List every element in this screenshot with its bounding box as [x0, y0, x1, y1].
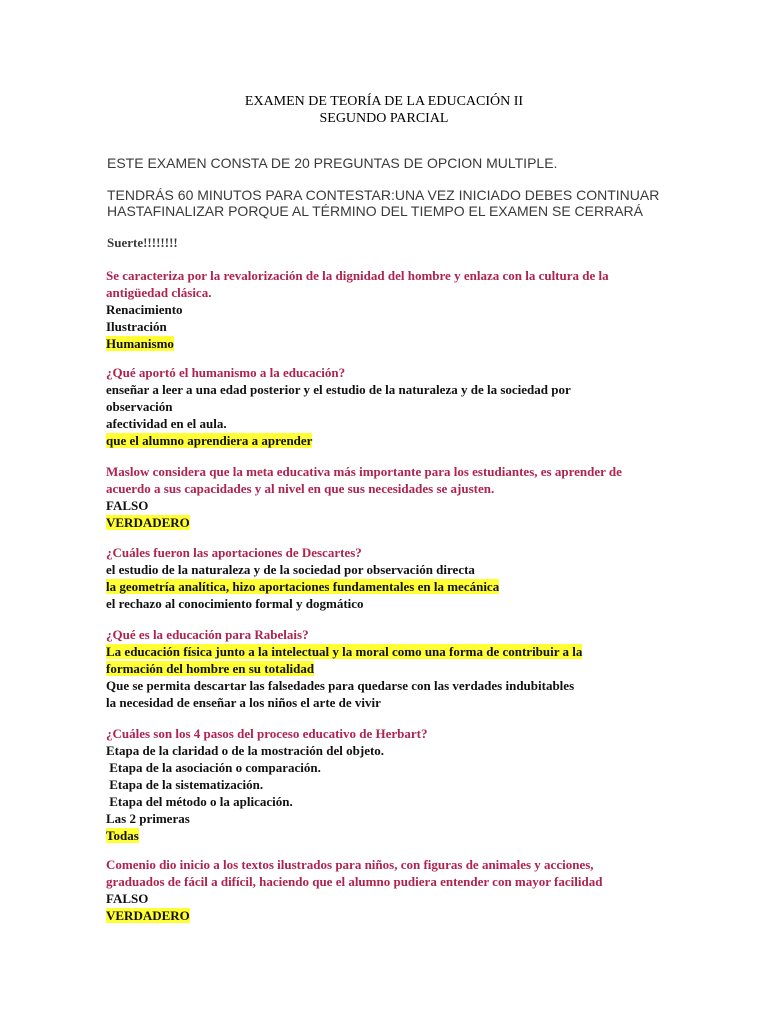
question-text: Maslow considera que la meta educativa más importante para los estudiantes, es aprender de acuerdo a sus capacidades y al nivel en que sus necesidades se ajusten.	[106, 464, 622, 496]
option[interactable]: enseñar a leer a una edad posterior y el estudio de la naturaleza y de la sociedad por observación	[106, 382, 571, 414]
option-correct[interactable]: Todas	[106, 828, 139, 843]
question-text: Comenio dio inicio a los textos ilustrados para niños, con figuras de animales y acciones, graduados de fácil a difícil, haciendo que el alumno pudiera entender con mayor facilidad	[106, 857, 603, 889]
option-correct[interactable]: que el alumno aprendiera a aprender	[106, 433, 313, 448]
option[interactable]: FALSO	[106, 498, 149, 513]
title-line-1: EXAMEN DE TEORÍA DE LA EDUCACIÓN II	[244, 94, 524, 109]
question-1	[106, 267, 666, 352]
option[interactable]: Ilustración	[106, 319, 167, 334]
option[interactable]: Etapa de la asociación o comparación.	[106, 760, 321, 775]
question-7	[106, 856, 646, 924]
exam-title	[0, 93, 768, 127]
option[interactable]: Renacimiento	[106, 302, 183, 317]
question-text: ¿Qué es la educación para Rabelais?	[106, 627, 309, 642]
option-correct[interactable]: La educación física junto a la intelectual y la moral como una forma de contribuir a la formación del hombre en su totalidad	[106, 644, 583, 676]
option[interactable]: la necesidad de enseñar a los niños el arte de vivir	[106, 695, 381, 710]
title-line-2: SEGUNDO PARCIAL	[319, 111, 449, 126]
question-5	[106, 626, 626, 711]
option[interactable]: Etapa de la claridad o de la mostración del objeto.	[106, 743, 385, 758]
option[interactable]: Etapa de la sistematización.	[106, 777, 264, 792]
option[interactable]: Las 2 primeras	[106, 811, 190, 826]
option[interactable]: afectividad en el aula.	[106, 416, 227, 431]
option-correct[interactable]: VERDADERO	[106, 515, 190, 530]
question-3	[106, 463, 666, 531]
question-text: Se caracteriza por la revalorización de la dignidad del hombre y enlaza con la cultura de la antigüedad clásica.	[106, 268, 609, 300]
option[interactable]: el estudio de la naturaleza y de la sociedad por observación directa	[106, 562, 475, 577]
question-6	[106, 725, 666, 844]
option-correct[interactable]: Humanismo	[106, 336, 174, 351]
question-2	[106, 364, 606, 449]
option[interactable]: FALSO	[106, 891, 149, 906]
question-text: ¿Cuáles son los 4 pasos del proceso educativo de Herbart?	[106, 726, 428, 741]
option[interactable]: Que se permita descartar las falsedades para quedarse con las verdades indubitables	[106, 678, 575, 693]
option-correct[interactable]: la geometría analítica, hizo aportaciones fundamentales en la mecánica	[106, 579, 500, 594]
instructions-line-1: ESTE EXAMEN CONSTA DE 20 PREGUNTAS DE OPCION MULTIPLE.	[107, 155, 558, 171]
instructions-line-2: TENDRÁS 60 MINUTOS PARA CONTESTAR:UNA VEZ INICIADO DEBES CONTINUAR HASTAFINALIZAR PORQUE AL TÉRMINO DEL TIEMPO EL EXAMEN SE CERRARÁ	[107, 187, 660, 219]
question-4	[106, 544, 666, 612]
option[interactable]: Etapa del método o la aplicación.	[106, 794, 293, 809]
good-luck-text: Suerte!!!!!!!!	[107, 235, 178, 250]
option[interactable]: el rechazo al conocimiento formal y dogmático	[106, 596, 364, 611]
question-text: ¿Cuáles fueron las aportaciones de Descartes?	[106, 545, 362, 560]
question-text: ¿Qué aportó el humanismo a la educación?	[106, 365, 346, 380]
option-correct[interactable]: VERDADERO	[106, 908, 190, 923]
